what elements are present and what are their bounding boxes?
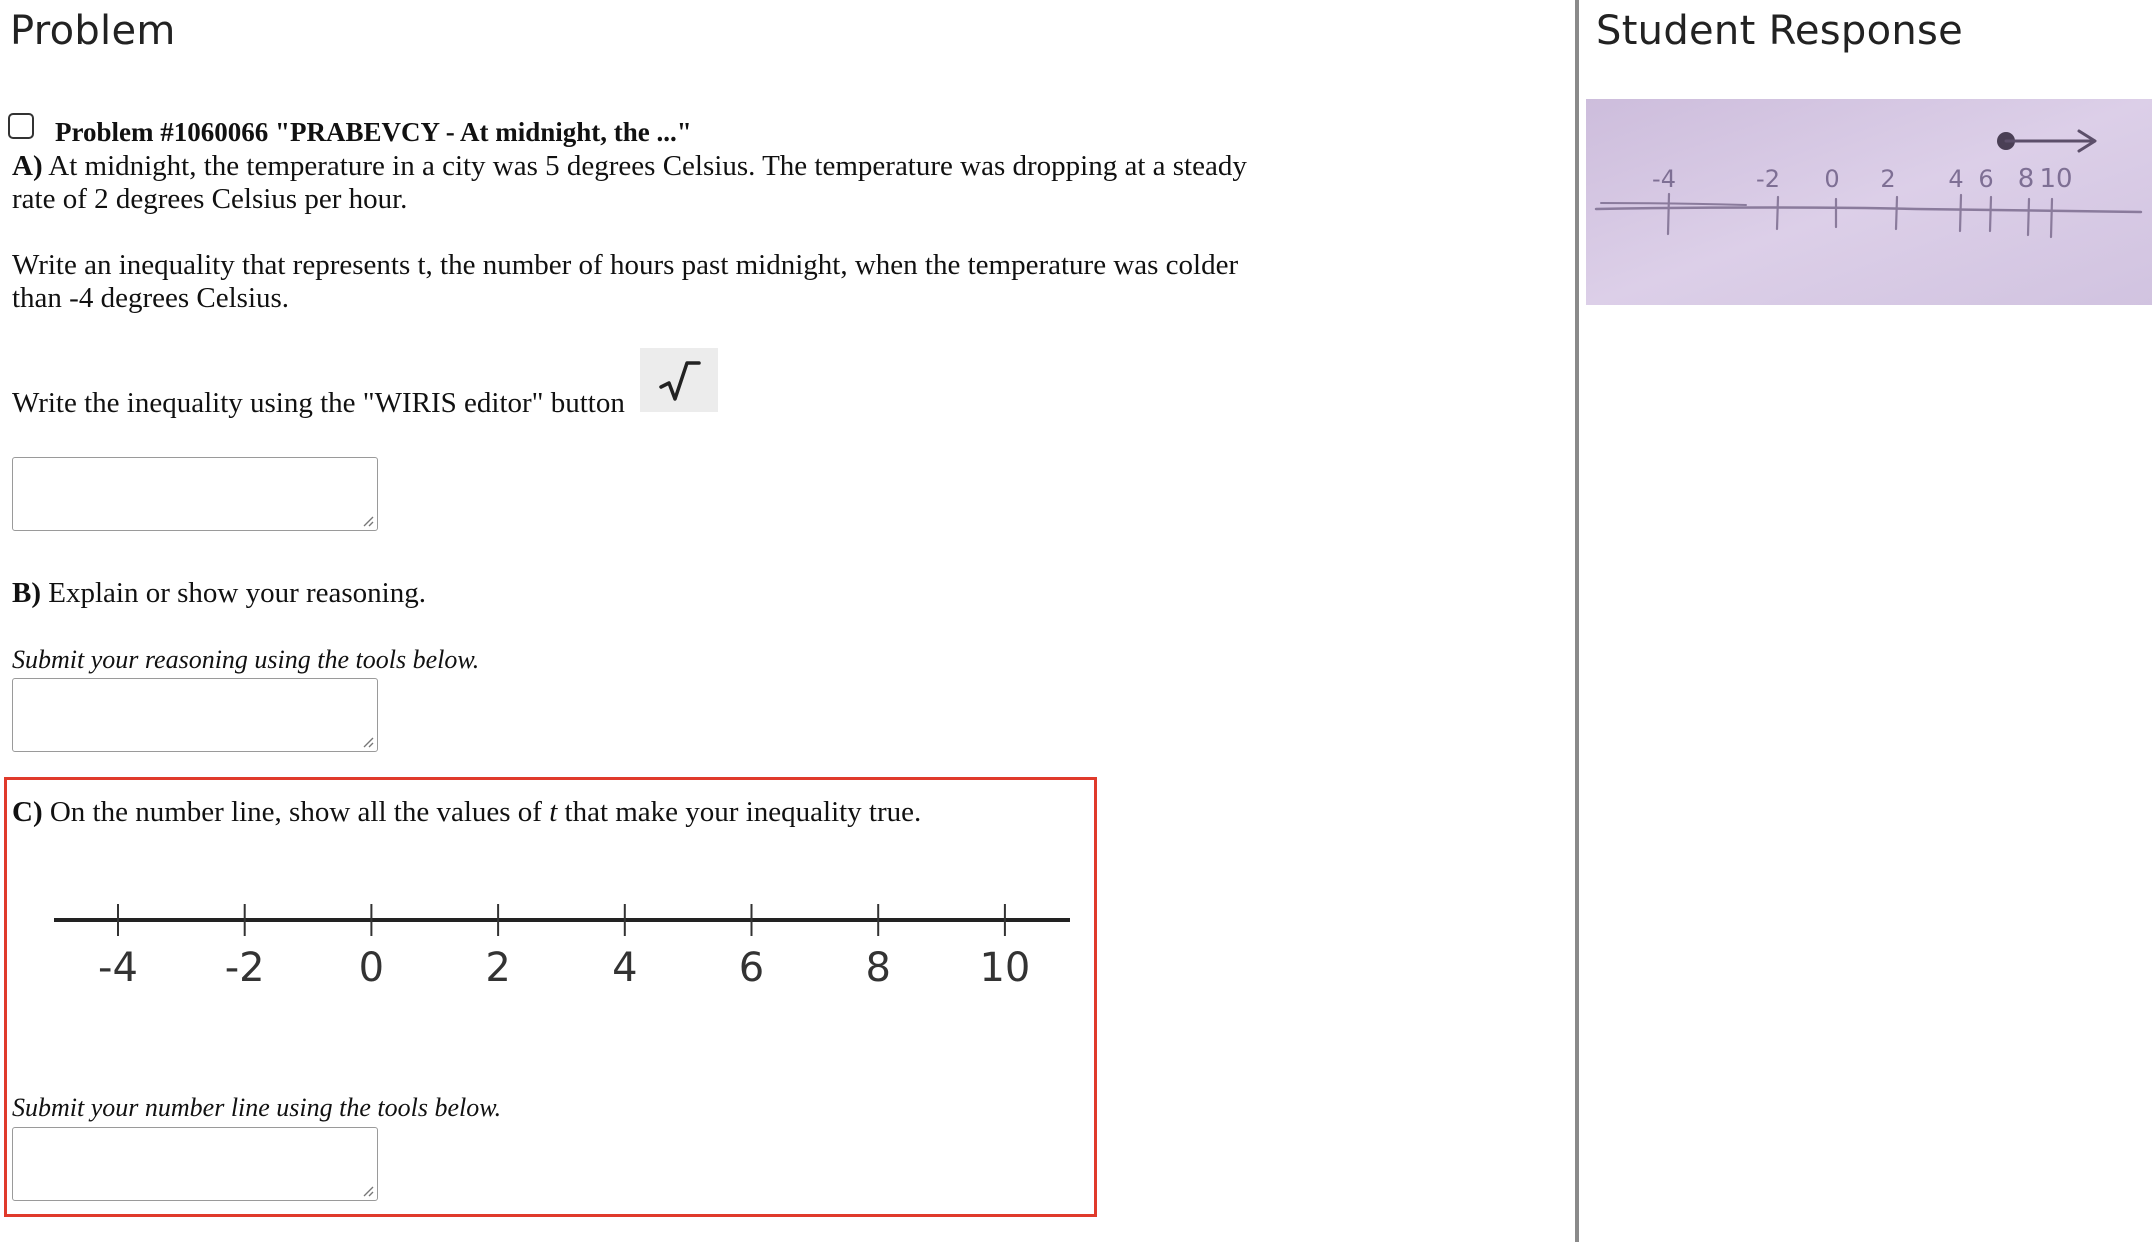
- answer-c-input[interactable]: [12, 1127, 378, 1201]
- handwritten-label: 0: [1824, 165, 1840, 193]
- part-b-instruction: Submit your reasoning using the tools below.: [12, 645, 480, 674]
- wiris-instruction: Write the inequality using the "WIRIS editor" button: [12, 387, 625, 419]
- square-root-icon: [657, 357, 701, 403]
- wiris-editor-button[interactable]: [640, 348, 718, 412]
- handwritten-label: 4: [1948, 165, 1964, 193]
- resize-grip-icon[interactable]: [360, 513, 374, 527]
- part-a-question: Write an inequality that represents t, the number of hours past midnight, when the temperature was colder than -4 degrees Celsius.: [12, 249, 1239, 314]
- number-line-tick-label: 2: [485, 945, 511, 991]
- problem-header: Problem #1060066 "PRABEVCY - At midnight, the ...": [55, 117, 692, 147]
- handwritten-label: 2: [1880, 165, 1896, 193]
- part-b-text: Explain or show your reasoning.: [41, 577, 426, 609]
- number-line-tick-label: 4: [612, 945, 638, 991]
- number-line-tick-label: -4: [98, 945, 138, 991]
- resize-grip-icon[interactable]: [360, 734, 374, 748]
- answer-a-input[interactable]: [12, 457, 378, 531]
- part-b-label: B): [12, 577, 41, 609]
- part-a-statement: [12, 150, 1292, 216]
- part-a-label: A): [12, 150, 43, 182]
- number-line-tick-label: 10: [979, 945, 1031, 991]
- part-c-text-after: that make your inequality true.: [557, 796, 922, 828]
- resize-grip-icon[interactable]: [360, 1183, 374, 1197]
- number-line-tick-label: -2: [224, 945, 265, 991]
- part-b-statement: [12, 577, 1292, 610]
- student-response-pane: [1579, 0, 2152, 1242]
- answer-b-input[interactable]: [12, 678, 378, 752]
- part-a-text: At midnight, the temperature in a city was 5 degrees Celsius. The temperature was dropping at a steady rate of 2 degrees Celsius per hour.: [12, 150, 1247, 215]
- handwritten-label: 10: [2039, 164, 2073, 194]
- number-line-tick-label: 6: [738, 945, 765, 991]
- problem-pane-title: Problem: [10, 8, 176, 54]
- problem-select-checkbox[interactable]: [8, 113, 34, 139]
- number-line-tick-label: 0: [358, 945, 385, 991]
- handwritten-label: 8: [2017, 164, 2035, 194]
- part-c-variable: t: [549, 796, 558, 828]
- handwritten-number-line: [1586, 99, 2152, 305]
- part-c-statement: [12, 796, 1292, 829]
- handwritten-label: -4: [1652, 165, 1676, 193]
- handwritten-label: 6: [1978, 165, 1994, 193]
- student-response-title: Student Response: [1596, 8, 1964, 54]
- handwritten-label: -2: [1756, 165, 1780, 193]
- number-line: [40, 890, 1080, 1000]
- number-line-tick-label: 8: [865, 945, 891, 991]
- part-c-label: C): [12, 796, 43, 828]
- student-response-image: [1586, 99, 2152, 305]
- part-c-text-before: On the number line, show all the values of: [42, 796, 550, 828]
- part-c-instruction: Submit your number line using the tools below.: [12, 1093, 502, 1122]
